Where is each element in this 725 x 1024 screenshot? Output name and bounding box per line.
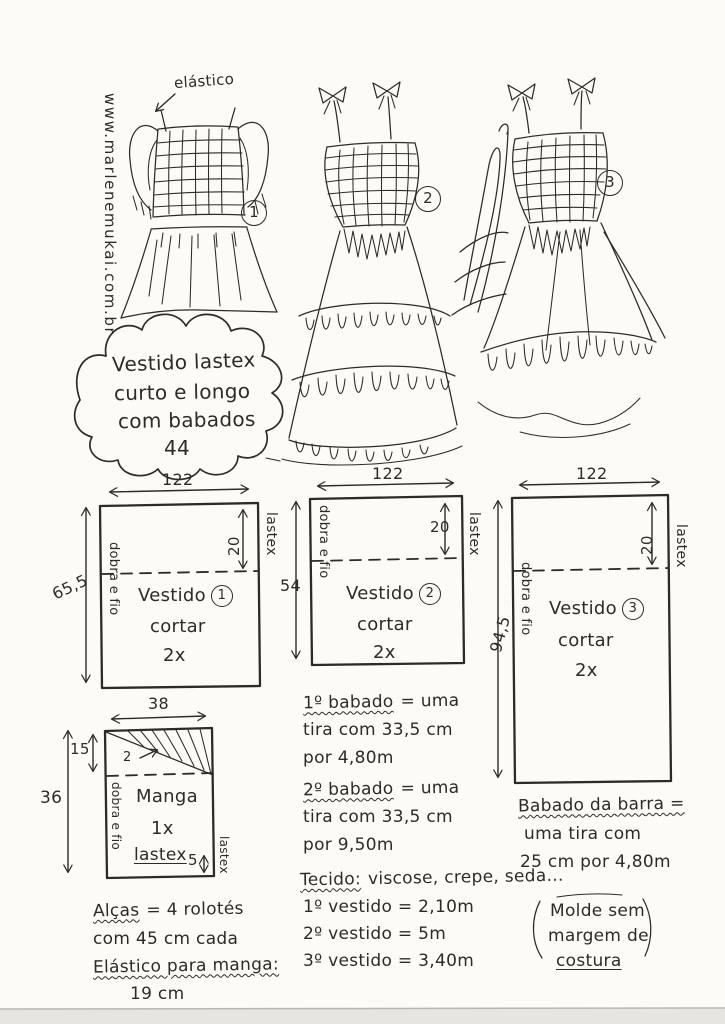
pattern-1-fold-label: dobra e fio [106,542,121,616]
dress-2-sketch [266,82,462,465]
scan-edge [0,1008,725,1024]
pattern-2-width: 122 [372,464,404,483]
sleeve-height: 36 [40,788,63,808]
dress-3-number: 3 [597,170,623,196]
pattern-2-label: Vestido 2 [346,583,441,605]
note-alcas-line1: Alças = 4 rolotés [92,898,244,922]
pattern-2-height: 54 [280,576,301,595]
note-babado2-line3: por 9,50m [303,835,394,855]
pattern-1-cut: cortar [150,616,206,637]
cloud-title-line2: curto e longo [113,378,251,406]
pattern-3-depth: 20 [638,535,656,555]
note-babado2-line2: tira com 33,5 cm [303,807,453,827]
note-tecido-line3: 2º vestido = 5m [303,924,447,944]
note-babado1-line3: por 4,80m [303,748,394,768]
note-barra-line1: Babado da barra = [517,793,685,817]
pattern-1-qty: 2x [163,645,186,666]
pattern-1-depth: 20 [225,536,243,556]
pattern-3-height: 94,5 [486,613,514,655]
dress-2-number: 2 [415,186,441,212]
sleeve-hem: 5 [188,851,198,869]
pattern-2-qty: 2x [373,642,396,663]
website-text: www.marlenemukai.com.br [101,93,119,336]
pattern-2-elastic-label: lastex [466,512,482,556]
signature-scrawl [452,124,508,315]
note-elastico-manga-line1: Elástico para manga: [92,954,280,978]
sleeve-label: Manga [136,786,198,807]
note-tecido-line1: Tecido: viscose, crepe, seda... [299,865,564,891]
note-tecido-line2: 1º vestido = 2,10m [303,897,475,917]
elastico-label: elástico [173,69,235,93]
pattern-2-fold-label: dobra e fio [316,505,331,579]
cloud-title-line1: Vestido lastex [111,347,256,377]
cloud-title-line3: com babados [117,406,256,434]
note-barra-line2: uma tira com [524,824,642,844]
pattern-3-width: 122 [576,464,608,483]
elastico-arrow [156,94,175,111]
sleeve-side-label: lastex [217,836,231,874]
pattern-3-label: Vestido 3 [549,598,644,620]
note-barra-line3: 25 cm por 4,80m [520,852,671,872]
pattern-3-qty: 2x [575,660,598,681]
sleeve-fold-label: dobra e fio [109,782,123,851]
dress-3-sketch [478,78,665,437]
sleeve-fabric: lastex [134,845,187,865]
sleeve-corner-note: 2 [123,750,132,765]
note-alcas-line2: com 45 cm cada [93,929,239,949]
pattern-1-label: Vestido 1 [138,585,233,607]
note-babado1-line2: tira com 33,5 cm [303,720,453,740]
pattern-2-cut: cortar [357,614,413,635]
sleeve-top-section: 15 [70,740,90,758]
note-babado1-line1: 1º babado = uma [302,690,460,714]
note-elastico-manga-line2: 19 cm [130,984,185,1004]
pattern-1-elastic-label: lastex [263,512,279,556]
pattern-1-width: 122 [162,470,194,489]
pattern-2-depth: 20 [430,518,450,536]
note-tecido-line4: 3º vestido = 3,40m [303,951,475,971]
sleeve-width: 38 [148,694,169,713]
pattern-3-fold-label: dobra e fio [518,562,533,636]
pattern-1-height: 65,5 [49,570,91,604]
cloud-title-size: 44 [164,436,191,460]
dress-1-number: 1 [241,200,267,226]
pattern-3-elastic-label: lastex [673,524,689,568]
note-molde-line1: Molde sem [550,901,646,921]
note-babado2-line1: 2º babado = uma [302,777,460,801]
pattern-3-cut: cortar [558,630,614,651]
note-molde-line2: margem de [548,926,649,946]
note-molde-line3: costura [556,951,622,971]
sleeve-qty: 1x [151,818,174,839]
